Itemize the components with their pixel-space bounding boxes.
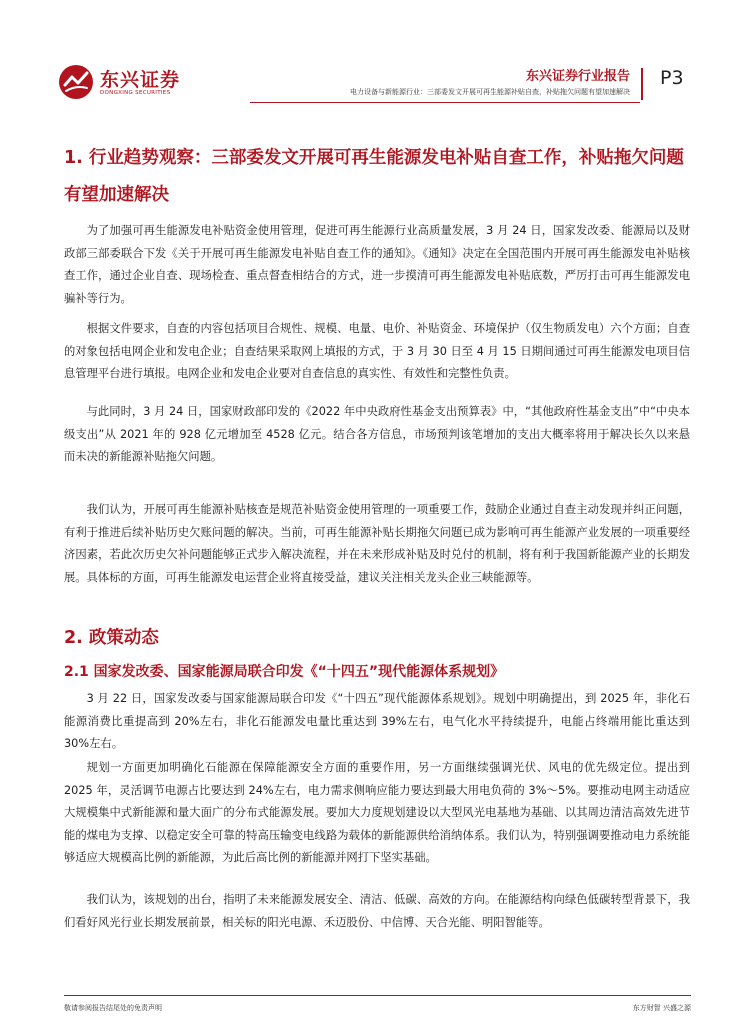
section-2-paragraph-1: 3 月 22 日，国家发改委与国家能源局联合印发《“十四五”现代能源体系规划》。规划中明确提出，到 2025 年，非化石能源消费比重提高到 20%左右，非化石能源发电量比重达到 39%左右，电气化水平持续提升，电能占终端用能比重达到 30%左右。 (64, 692, 690, 750)
header-divider-vertical (641, 68, 643, 100)
report-subtitle: 电力设备与新能源行业：三部委发文开展可再生能源补贴自查，补贴拖欠问题有望加速解决 (350, 88, 630, 96)
section-1-heading: 1. 行业趋势观察：三部委发文开展可再生能源发电补贴自查工作，补贴拖欠问题有望加速解决 (64, 148, 684, 205)
logo-mark-icon (58, 64, 94, 100)
section-1-paragraph-1: 为了加强可再生能源发电补贴资金使用管理，促进可再生能源行业高质量发展，3 月 24 日，国家发改委、能源局以及财政部三部委联合下发《关于开展可再生能源发电补贴自查工作的通知》。《通知》决定在全国范围内开展可再生能源发电补贴核查工作，通过企业自查、现场检查、重点督查相结合的方式，进一步摸清可再生能源发电补贴底数，严厉打击可再生能源发电骗补等行为。 (64, 224, 690, 305)
footer-disclaimer: 敬请参阅报告结尾处的免责声明 (64, 1004, 162, 1012)
page-number: P3 (660, 67, 684, 89)
header-rule (250, 102, 640, 103)
section-1-paragraph-4: 我们认为，开展可再生能源补贴核查是规范补贴资金使用管理的一项重要工作，鼓励企业通过自查主动发现并纠正问题，有利于推进后续补贴历史欠账问题的解决。当前，可再生能源补贴长期拖欠问题已成为影响可再生能源产业发展的一项重要经济因素，若此次历史欠补问题能够正式步入解决流程，并在未来形成补贴及时兑付的机制，将有利于我国新能源产业的长期发展。具体标的方面，可再生能源发电运营企业将直接受益，建议关注相关龙头企业三峡能源等。 (64, 503, 690, 584)
section-2-paragraph-2: 规划一方面更加明确化石能源在保障能源安全方面的重要作用，另一方面继续强调光伏、风电的优先级定位。提出到 2025 年，灵活调节电源占比要达到 24%左右，电力需求侧响应能力要达到最大用电负荷的 3%～5%。要推动电网主动适应大规模集中式新能源和量大面广的分布式能源发展。要加大力度规划建设以大型风光电基地为基础、以其周边清洁高效先进节能的煤电为支撑、以稳定安全可靠的特高压输变电线路为载体的新能源供给消纳体系。我们认为，特别强调要推动电力系统能够适应大规模高比例的新能源，为此后高比例的新能源并网打下坚实基础。 (64, 761, 690, 864)
footer-slogan: 东方财智 兴盛之源 (632, 1004, 691, 1012)
section-2-1-heading: 2.1 国家发改委、国家能源局联合印发《“十四五”现代能源体系规划》 (64, 664, 505, 680)
section-2-paragraph-3: 我们认为，该规划的出台，指明了未来能源发展安全、清洁、低碳、高效的方向。在能源结构向绿色低碳转型背景下，我们看好风光行业长期发展前景，相关标的阳光电源、禾迈股份、中信博、天合光能、明阳智能等。 (64, 893, 690, 929)
section-1-paragraph-3: 与此同时，3 月 24 日，国家财政部印发的《2022 年中央政府性基金支出预算表》中，“其他政府性基金支出”中“中央本级支出”从 2021 年的 928 亿元增加至 4528 亿元。结合各方信息，市场预判该笔增加的支出大概率将用于解决长久以来悬而未决的新能源补贴拖欠问题。 (64, 405, 690, 463)
report-title: 东兴证券行业报告 (525, 69, 630, 84)
section-1-paragraph-2: 根据文件要求，自查的内容包括项目合规性、规模、电量、电价、补贴资金、环境保护（仅生物质发电）六个方面；自查的对象包括电网企业和发电企业；自查结果采取网上填报的方式，于 3 月 30 日至 4 月 15 日期间通过可再生能源发电项目信息管理平台进行填报。电网企业和发电企业要对自查信息的真实性、有效性和完整性负责。 (64, 322, 690, 380)
logo-name-en: DONGXING SECURITIES (100, 90, 171, 96)
section-2-heading: 2. 政策动态 (64, 628, 159, 648)
company-logo (58, 62, 198, 106)
footer-rule (64, 995, 691, 996)
logo-name-cn: 东兴证券 (100, 69, 181, 91)
